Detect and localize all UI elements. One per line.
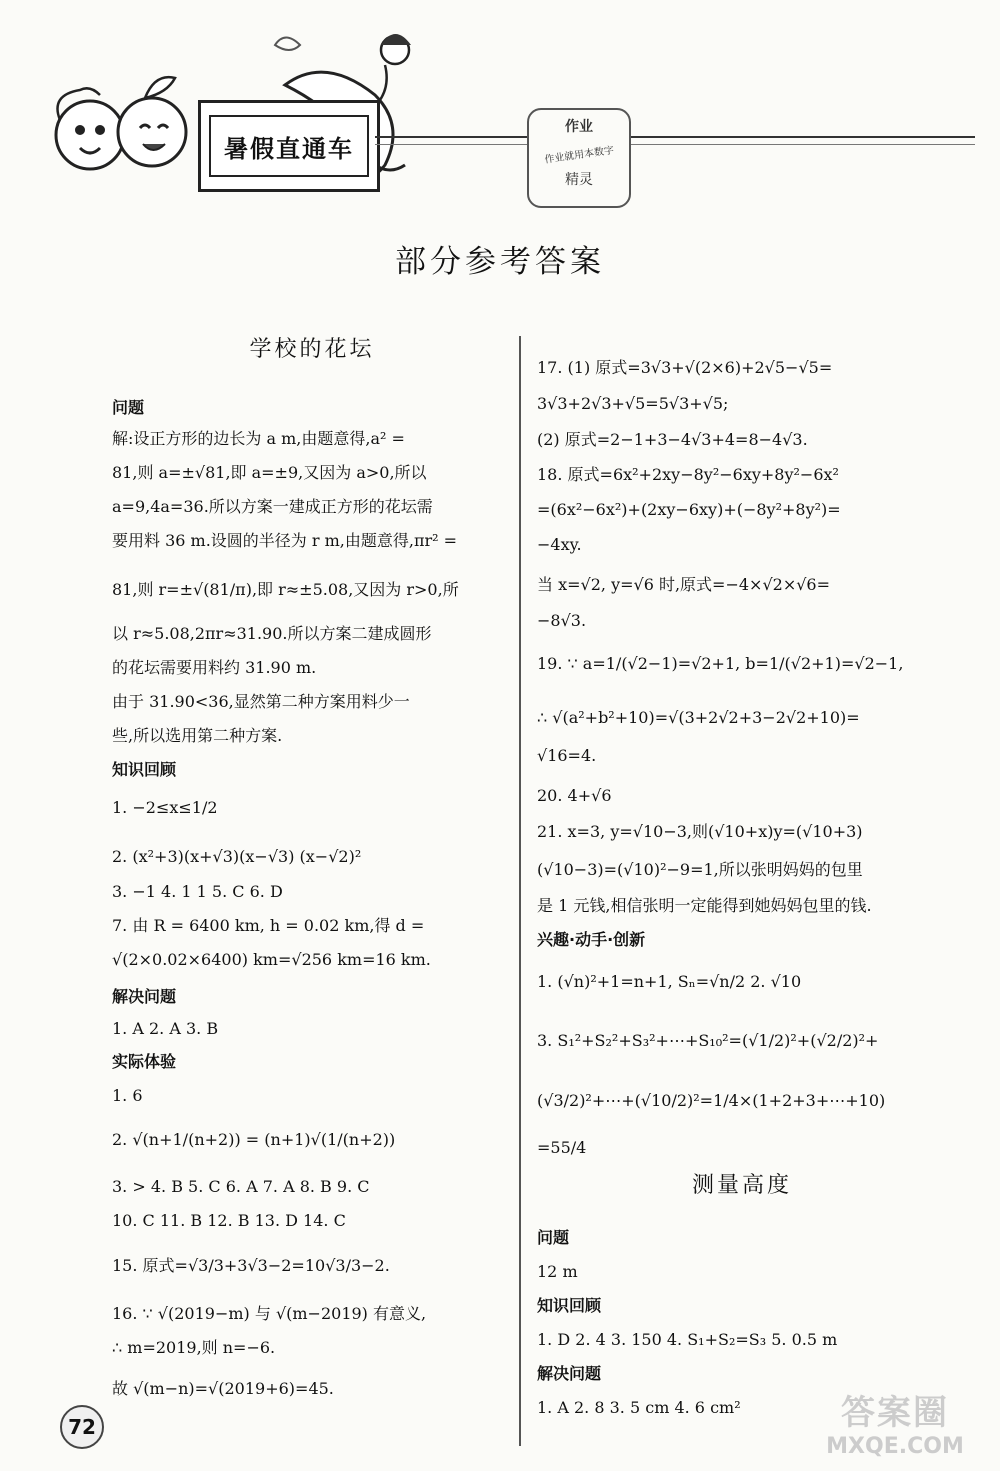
section-heading: 问题 — [112, 398, 145, 417]
answer-line: 1. −2≤x≤1/2 — [112, 798, 218, 817]
page-title: 部分参考答案 — [395, 244, 605, 280]
answer-line: =55/4 — [537, 1138, 587, 1157]
answer-line: 是 1 元钱,相信张明一定能得到她妈妈包里的钱. — [537, 896, 872, 915]
answer-line: √(2×0.02×6400) km=√256 km=16 km. — [112, 950, 431, 969]
answer-line: 解:设正方形的边长为 a m,由题意得,a² = — [112, 429, 405, 448]
answer-line: 18. 原式=6x²+2xy−8y²−6xy+8y²−6x² — [537, 465, 839, 484]
answer-line: 12 m — [537, 1262, 578, 1281]
page-header — [0, 0, 1000, 230]
section-heading: 知识回顾 — [112, 760, 177, 779]
section-heading: 解决问题 — [112, 987, 177, 1006]
answer-line: =(6x²−6x²)+(2xy−6xy)+(−8y²+8y²)= — [537, 500, 841, 519]
answer-line: √16=4. — [537, 746, 597, 765]
watermark-line1: 答案圈 — [841, 1393, 949, 1433]
answer-line: a=9,4a=36.所以方案一建成正方形的花坛需 — [112, 497, 433, 516]
answer-line: ∴ m=2019,则 n=−6. — [112, 1338, 276, 1357]
answer-line: (√3/2)²+⋯+(√10/2)²=1/4×(1+2+3+⋯+10) — [537, 1091, 886, 1110]
answer-line: 81,则 r=±√(81/π),即 r≈±5.08,又因为 r>0,所 — [112, 580, 459, 599]
answer-line: 19. ∵ a=1/(√2−1)=√2+1, b=1/(√2+1)=√2−1, — [537, 654, 904, 673]
section-title: 测量高度 — [691, 1173, 792, 1198]
answer-line: (√10−3)=(√10)²−9=1,所以张明妈妈的包里 — [537, 860, 863, 879]
watermark-logo — [810, 1385, 980, 1465]
answer-line: 要用料 36 m.设圆的半径为 r m,由题意得,πr² = — [112, 531, 458, 550]
section-heading: 实际体验 — [112, 1052, 177, 1071]
answer-line: 3. −1 4. 1 1 5. C 6. D — [112, 882, 283, 901]
answer-line: −4xy. — [537, 535, 582, 554]
banner-text: 暑假直通车 — [209, 115, 369, 177]
answer-line: 以 r≈5.08,2πr≈31.90.所以方案二建成圆形 — [112, 624, 432, 643]
answer-line: 21. x=3, y=√10−3,则(√10+x)y=(√10+3) — [537, 822, 863, 841]
section-heading: 解决问题 — [537, 1364, 602, 1383]
answer-line: 由于 31.90<36,显然第二种方案用料少一 — [112, 692, 410, 711]
section-title: 学校的花坛 — [249, 337, 375, 362]
stamp-logo — [527, 108, 631, 208]
answer-line: 1. 6 — [112, 1086, 143, 1105]
answer-line: 1. D 2. 4 3. 150 4. S₁+S₂=S₃ 5. 0.5 m — [537, 1330, 838, 1349]
section-heading: 兴趣·动手·创新 — [537, 930, 646, 949]
section-heading: 知识回顾 — [537, 1296, 602, 1315]
answer-line: 15. 原式=√3/3+3√3−2=10√3/3−2. — [112, 1256, 390, 1275]
answer-line: (2) 原式=2−1+3−4√3+4=8−4√3. — [537, 430, 808, 449]
fruit-mascot-illustration — [40, 60, 200, 190]
answer-line: ∴ √(a²+b²+10)=√(3+2√2+3−2√2+10)= — [537, 708, 860, 727]
section-heading: 问题 — [537, 1228, 570, 1247]
answer-line: 2. (x²+3)(x+√3)(x−√3) (x−√2)² — [112, 847, 362, 866]
answer-line: 2. √(n+1/(n+2)) = (n+1)√(1/(n+2)) — [112, 1130, 396, 1149]
answer-line: 的花坛需要用料约 31.90 m. — [112, 658, 317, 677]
header-rule — [375, 136, 975, 138]
stamp-line3: 精灵 — [565, 172, 593, 188]
answer-line: 故 √(m−n)=√(2019+6)=45. — [112, 1379, 334, 1398]
answer-line: 3. > 4. B 5. C 6. A 7. A 8. B 9. C — [112, 1177, 370, 1196]
answer-line: 3. S₁²+S₂²+S₃²+⋯+S₁₀²=(√1/2)²+(√2/2)²+ — [537, 1031, 879, 1050]
answer-line: 1. A 2. 8 3. 5 cm 4. 6 cm² — [537, 1398, 741, 1417]
answer-line: 1. A 2. A 3. B — [112, 1019, 219, 1038]
page-number: 72 — [60, 1405, 104, 1449]
answer-line: 当 x=√2, y=√6 时,原式=−4×√2×√6= — [537, 575, 831, 594]
answer-line: 81,则 a=±√81,即 a=±9,又因为 a>0,所以 — [112, 463, 427, 482]
answer-line: 17. (1) 原式=3√3+√(2×6)+2√5−√5= — [537, 358, 833, 377]
answer-line: 些,所以选用第二种方案. — [112, 726, 283, 745]
answer-line: 20. 4+√6 — [537, 786, 612, 805]
answer-line: 10. C 11. B 12. B 13. D 14. C — [112, 1211, 346, 1230]
column-divider — [519, 336, 521, 1446]
answer-line: 7. 由 R = 6400 km, h = 0.02 km,得 d = — [112, 916, 425, 935]
stamp-line2: 作业就用本数字 — [543, 145, 615, 166]
answer-line: 16. ∵ √(2019−m) 与 √(m−2019) 有意义, — [112, 1304, 427, 1323]
answer-line: −8√3. — [537, 611, 587, 630]
header-rule-thin — [375, 144, 975, 145]
watermark-line2: MXQE.COM — [826, 1434, 964, 1459]
banner-box — [198, 100, 380, 192]
stamp-line1: 作业 — [565, 119, 593, 135]
answer-line: 3√3+2√3+√5=5√3+√5; — [537, 394, 729, 413]
answer-line: 1. (√n)²+1=n+1, Sₙ=√n/2 2. √10 — [537, 972, 802, 991]
